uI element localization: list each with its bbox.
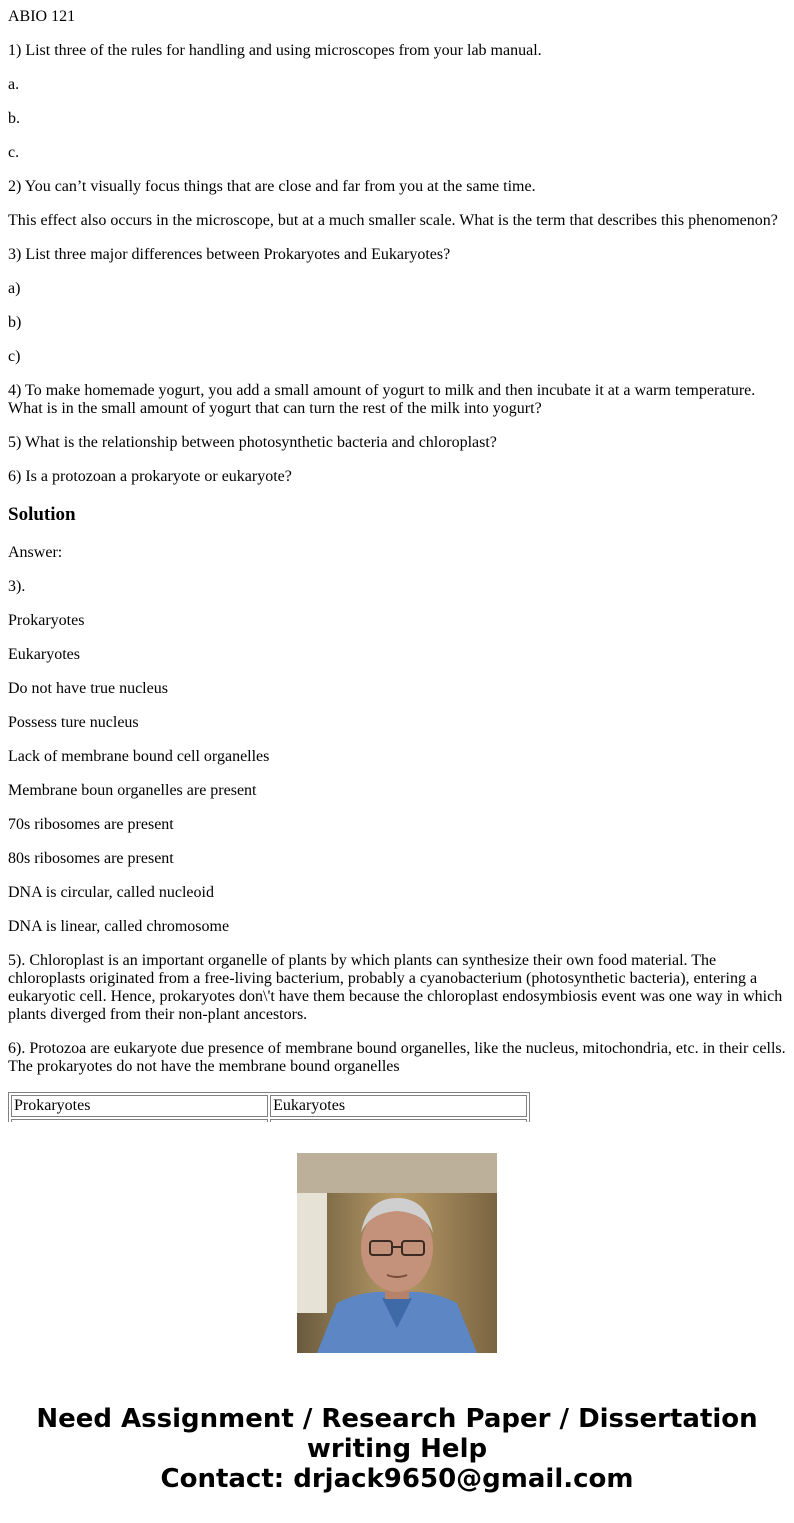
question-3: 3) List three major differences between Prokaryotes and Eukaryotes? [8,246,451,263]
answer-3-label: 3). [8,578,26,595]
question-1: 1) List three of the rules for handling and using microscopes from your lab manual. [8,42,542,59]
answer-3-line: Do not have true nucleus [8,680,168,697]
question-4: 4) To make homemade yogurt, you add a small amount of yogurt to milk and then incubate it at a warm temperature. What is in the small amount of yogurt that can turn the rest of the milk into yogurt? [8,382,756,417]
answer-3-line: Lack of membrane bound cell organelles [8,748,270,765]
answer-5: 5). Chloroplast is an important organelle of plants by which plants can synthesize their own food material. The chloroplasts originated from a free-living bacterium, probably a cyanobacterium (photosynthetic bacteria), entering a eukaryotic cell. Hence, prokaryotes don\'t have them because the chloroplast endosymbiosis event was one way in which plants diverged from their non-plant ancestors. [8,952,783,1023]
question-1-a: a. [8,76,20,93]
question-1-b: b. [8,110,20,127]
answer-3-line: DNA is circular, called nucleoid [8,884,214,901]
doc-title: ABIO 121 [8,8,76,25]
promo-line: writing Help [306,1434,488,1464]
question-1-c: c. [8,144,20,161]
promo-text [20,1404,774,1494]
table-header-row [11,1095,527,1117]
avatar [297,1153,497,1353]
answer-label: Answer: [8,544,63,561]
question-3-b: b) [8,314,22,331]
table-header-cell: Eukaryotes [270,1095,527,1117]
answer-3-line: Eukaryotes [8,646,80,663]
answer-3-line: Prokaryotes [8,612,85,629]
solution-heading: Solution [8,504,76,525]
question-2-line1: 2) You can’t visually focus things that are close and far from you at the same time. [8,178,536,195]
answer-3-line: Membrane boun organelles are present [8,782,257,799]
person-portrait-icon [297,1153,497,1353]
question-3-c: c) [8,348,21,365]
question-2-line2: This effect also occurs in the microscope, but at a much smaller scale. What is the term that describes this phenomenon? [8,212,778,229]
answer-3-line: 70s ribosomes are present [8,816,174,833]
answer-6: 6). Protozoa are eukaryote due presence of membrane bound organelles, like the nucleus, mitochondria, etc. in their cells. The prokaryotes do not have the membrane bound organelles [8,1040,786,1075]
table-header-cell: Prokaryotes [11,1095,268,1117]
document [8,0,788,1122]
promo-contact: Contact: drjack9650@gmail.com [160,1464,634,1494]
question-5: 5) What is the relationship between photosynthetic bacteria and chloroplast? [8,434,497,451]
promo-line: Need Assignment / Research Paper / Dissertation [36,1404,758,1434]
promo-footer [0,1122,794,1523]
answer-3-line: 80s ribosomes are present [8,850,174,867]
question-3-a: a) [8,280,21,297]
answer-3-line: DNA is linear, called chromosome [8,918,230,935]
answer-3-line: Possess ture nucleus [8,714,139,731]
question-6: 6) Is a protozoan a prokaryote or eukaryote? [8,468,292,485]
